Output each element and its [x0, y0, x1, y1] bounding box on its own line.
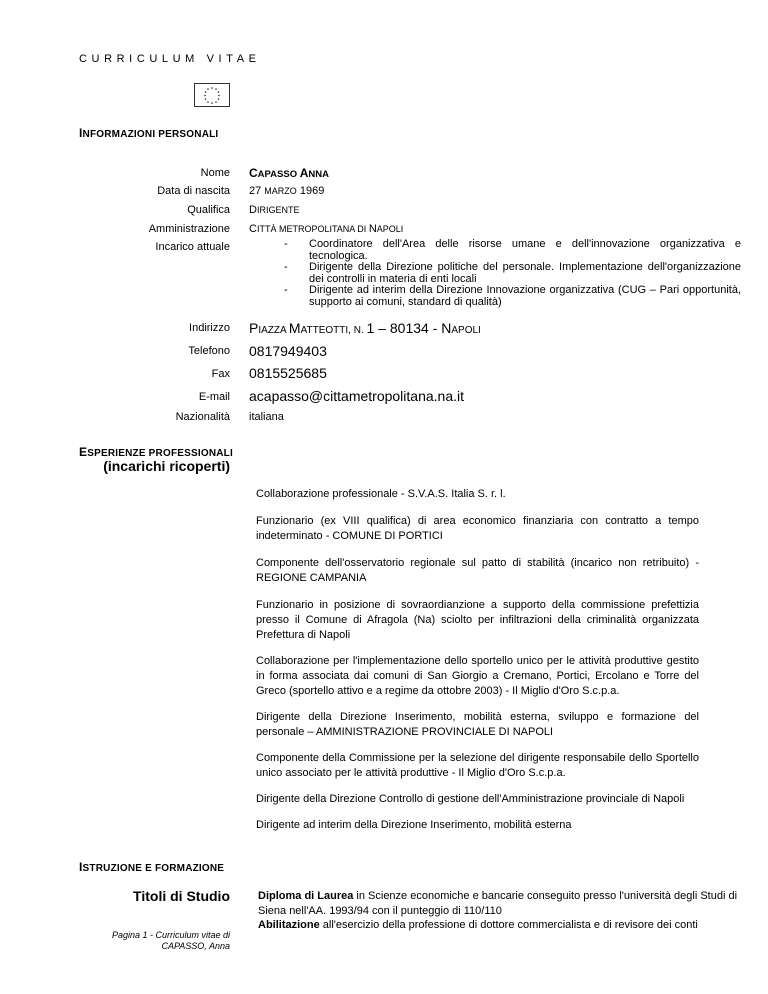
value-indirizzo: PIAZZA MATTEOTTI, N. 1 – 80134 - NAPOLI — [249, 320, 481, 336]
titoli-label: Titoli di Studio — [133, 888, 230, 904]
value-email: acapasso@cittametropolitana.na.it — [249, 388, 464, 404]
experience-item: Dirigente della Direzione Inserimento, mobilità esterna, sviluppo e formazione del personale – AMMINISTRAZIONE PROVINCIALE DI NAPOLI — [256, 711, 699, 738]
experience-item: Funzionario in posizione di sovraordianzione a supporto della commissione prefettizia presso il Comune di Afragola (Na) sciolto per infiltrazioni della criminalità organizzata Prefettura di Napoli — [256, 599, 699, 641]
experience-item: Collaborazione per l'implementazione dello sportello unico per le attività produttive gestito in forma associata dai comuni di San Giorgio a Cremano, Portici, Ercolano e Torre del Greco (sportello attivo e a regime da ottobre 2003) - Il Miglio d'Oro S.c.p.a. — [256, 655, 699, 697]
list-item: - Dirigente ad interim della Direzione Innovazione organizzativa (CUG – Pari opportunità, supporto ai comuni, standard di qualità) — [284, 284, 741, 308]
section-heading-istruzione: ISTRUZIONE E FORMAZIONE — [79, 860, 225, 874]
value-amministrazione: CITTÀ METROPOLITANA DI NAPOLI — [249, 223, 404, 235]
eu-flag-icon — [194, 83, 230, 107]
value-nome: CAPASSO ANNA — [249, 166, 329, 180]
label-data-nascita: Data di nascita — [157, 185, 230, 197]
label-email: E-mail — [198, 391, 230, 403]
page-footer: Pagina 1 - Curriculum vitae di CAPASSO, Anna — [111, 930, 230, 951]
value-data-nascita: 27 MARZO 1969 — [249, 185, 325, 197]
experience-item: Funzionario (ex VIII qualifica) di area economico finanziaria con contratto a tempo indeterminato - COMUNE DI PORTICI — [256, 515, 699, 542]
cv-title: CURRICULUM VITAE — [79, 53, 261, 65]
experience-item: Dirigente ad interim della Direzione Inserimento, mobilità esterna — [256, 819, 572, 831]
value-nazionalita: italiana — [249, 411, 284, 423]
section-heading-esperienze: ESPERIENZE PROFESSIONALI — [79, 445, 233, 459]
value-fax: 0815525685 — [249, 365, 327, 381]
list-item: - Dirigente della Direzione politiche del personale. Implementazione dell'organizzazione dei controlli in materia di enti locali — [284, 261, 741, 285]
label-fax: Fax — [211, 368, 230, 380]
label-incarico: Incarico attuale — [155, 241, 230, 253]
value-telefono: 0817949403 — [249, 343, 327, 359]
experience-item: Dirigente della Direzione Controllo di gestione dell'Amministrazione provinciale di Napoli — [256, 793, 685, 805]
label-qualifica: Qualifica — [187, 204, 230, 216]
incarichi-list — [249, 239, 741, 309]
label-indirizzo: Indirizzo — [189, 322, 230, 334]
label-nazionalita: Nazionalità — [175, 411, 230, 423]
experience-item: Componente dell'osservatorio regionale sul patto di stabilità (incarico non retribuito) - REGIONE CAMPANIA — [256, 557, 699, 584]
section-subheading-esperienze: (incarichi ricoperti) — [103, 458, 230, 474]
label-nome: Nome — [200, 167, 230, 179]
list-item: - Coordinatore dell'Area delle risorse umane e dell'innovazione organizzativa e tecnologica. — [284, 238, 741, 262]
experience-item: Collaborazione professionale - S.V.A.S. Italia S. r. l. — [256, 488, 506, 500]
section-heading-personal: INFORMAZIONI PERSONALI — [79, 126, 219, 140]
value-qualifica: DIRIGENTE — [249, 204, 300, 216]
experience-item: Componente della Commissione per la selezione del dirigente responsabile dello Sportello unico associato per le attività produttive - Il Miglio d'Oro S.c.p.a. — [256, 752, 699, 779]
label-amministrazione: Amministrazione — [148, 223, 230, 235]
education-diploma: Diploma di Laurea in Scienze economiche e bancarie conseguito presso l'università degli Studi di Siena nell'AA. 1993/94 con il punteggio di 110/110 — [258, 890, 738, 917]
label-telefono: Telefono — [188, 345, 230, 357]
education-abilitazione: Abilitazione all'esercizio della professione di dottore commercialista e di revisore dei conti — [258, 919, 698, 931]
